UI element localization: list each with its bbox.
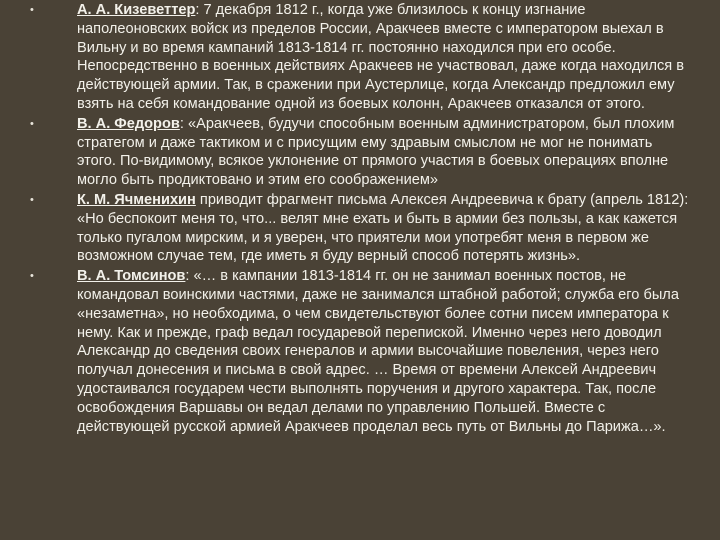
quote-text: приводит фрагмент письма Алексея Андреевича к брату (апрель 1812): «Но беспокоит меня то, что... велят мне ехать и быть в армии без пользы, а как кажется только пугалом мирским, и я уверен, что приятели мои употребят меня в первом же возможном случае тем, где иметь я буду верный способ потерять жизнь». [77,191,689,265]
bullet-dot-icon: • [30,193,34,206]
author-name: К. М. Ячменихин [77,191,196,208]
author-name: В. А. Томсинов [77,268,186,285]
quote-text: : «Аракчеев, будучи способным военным администратором, был плохим стратегом и даже тактиком и с присущим ему здравым смыслом не мог не понимать этого. По-видимому, всякое уклонение от прямого участия в боевых операциях вполне могло быть продиктовано и этим его соображением» [77,115,675,189]
bullet-item-fedorov [30,115,690,190]
bullet-dot-icon: • [30,270,34,283]
bullet-item-tomsinov [30,267,690,436]
quote-text: : «… в кампании 1813-1814 гг. он не занимал военных постов, не командовал воинскими частями, даже не занимался штабной работой; служба его была «незаметна», но необходима, о чем свидетельствуют более сотни писем императора к нему. Как и прежде, граф ведал государевой перепиской. Именно через него доводил Александр до сведения своих генералов и армии высочайшие повеления, через него получал донесения и письма в свой адрес. … Время от времени Алексей Андреевич удостаивался государем чести выполнять поручения и другого характера. Так, после освобождения Варшавы он ведал делами по управлению Польшей. Вместе с действующей русской армией Аракчеев проделал весь путь от Вильны до Парижа…». [77,268,679,435]
bullet-dot-icon: • [30,117,34,130]
quote-list [30,1,690,437]
author-name: В. А. Федоров [77,115,180,132]
quote-text: : 7 декабря 1812 г., когда уже близилось к концу изгнание наполеоновских войск из пределов России, Аракчеев вместе с императором выехал в Вильну и во время кампаний 1813-1814 гг. постоянно находился при его особе. Непосредственно в военных действиях Аракчеев не участвовал, даже когда находился в действующей армии. Так, в сражении при Аустерлице, когда Александр предложил ему взять на себя командование одной из боевых колонн, Аракчеев отказался от этого. [77,2,685,112]
bullet-item-yachmenikhin [30,191,690,266]
bullet-dot-icon: • [30,4,34,16]
bullet-item-kizevetter [30,1,690,114]
author-name: А. А. Кизеветтер [77,2,196,18]
